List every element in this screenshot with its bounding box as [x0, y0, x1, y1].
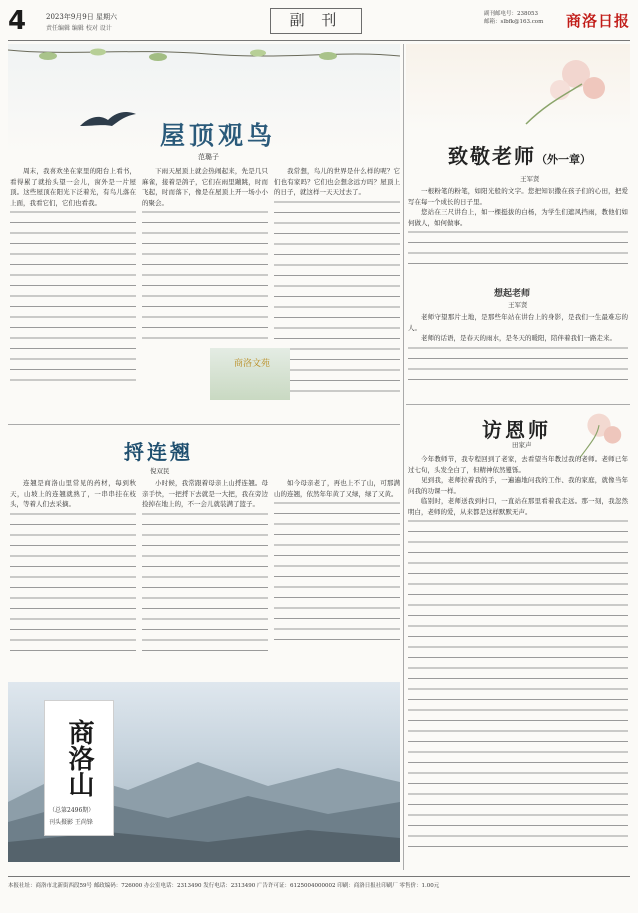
page-number: 4 — [8, 6, 27, 36]
article2-column-2 — [142, 478, 268, 676]
article2-author: 倪双民 — [150, 467, 170, 475]
section-divider — [8, 424, 400, 425]
article4-paragraph: 临别时，老师送我到村口，一直站在那里看着我走远。那一刻，我忽然明白，老师的爱，从来都是这样默默无声。 — [408, 497, 628, 516]
issue-number: （总第2496期） — [49, 807, 95, 814]
article4-paragraph: 见到我，老师拉着我的手，一遍遍地问我的工作、我的家庭，就像当年问我的功课一样。 — [408, 476, 628, 495]
masthead-name: 商洛山 — [64, 719, 94, 797]
article2-paragraph: 小时候，我常跟着母亲上山捋连翘。母亲手快，一把捋下去就是一大把，我在旁边捡掉在地上的，不一会儿就装满了篮子。 — [142, 479, 268, 508]
article3-banner — [406, 44, 630, 130]
newspaper-logo: 商洛日报 — [565, 12, 630, 30]
page-header — [8, 6, 630, 40]
article2-title: 捋连翘 — [124, 440, 193, 464]
branch-illustration — [8, 44, 400, 84]
issue-date: 2023年9月9日 星期六 — [46, 13, 117, 21]
inset-tag: 商洛文苑 — [234, 359, 271, 369]
text-filler — [10, 208, 136, 388]
article3-sub-paragraph: 老师的话语，是春天的雨水，是冬天的暖阳，陪伴着我们一路走来。 — [421, 334, 616, 342]
article4-body — [408, 454, 628, 870]
article2-paragraph: 如今母亲老了，再也上不了山，可那满山的连翘，依然年年黄了又绿，绿了又黄。 — [274, 479, 400, 498]
blossom-icon — [570, 402, 628, 460]
text-filler — [408, 344, 628, 384]
article1-paragraph: 下雨天屋顶上就会热闹起来，先是几只麻雀，接着是鸽子，它们在雨里蹦跳，时而飞起，时而落下，像是在屋顶上开一场小小的聚会。 — [142, 167, 268, 207]
article4-paragraph: 今年教师节，我专程回到了老家，去看望当年教过我的老师。老师已年过七旬，头发全白了，但精神依然矍铄。 — [408, 455, 628, 474]
article3-sub-heading: 想起老师 — [494, 289, 531, 299]
text-filler — [10, 510, 136, 660]
article4-author: 田家声 — [512, 441, 532, 449]
article3-body — [408, 186, 628, 282]
article1-column-1 — [10, 166, 136, 416]
article2-column-3 — [274, 478, 400, 676]
article3-title-main: 致敬老师 — [448, 144, 536, 168]
article1-paragraph: 我常想，鸟儿的世界是什么样的呢？它们也有家吗？它们也会想念远方吗？屋顶上的日子，就这样一天天过去了。 — [274, 167, 400, 196]
article3-sub-author: 王军贤 — [508, 301, 528, 309]
staff-credits: 责任编辑 编辑 校对 设计 — [46, 25, 112, 32]
mountain-photo — [8, 682, 400, 862]
header-rule — [8, 40, 630, 41]
article3-sub-body — [408, 312, 628, 398]
article3-title — [448, 140, 591, 169]
article2-column-1 — [10, 478, 136, 676]
article3-sub-paragraph: 老师守望那片土地，是那些年站在讲台上的身影，是我们一生最难忘的人。 — [408, 313, 628, 332]
article3-paragraph: 您站在三尺讲台上，如一棵挺拔的白杨，为学生们遮风挡雨，教他们如何做人，如何做事。 — [408, 208, 628, 227]
text-filler — [274, 198, 400, 398]
footer-rule — [8, 876, 630, 877]
article1-title: 屋顶观鸟 — [160, 121, 277, 150]
article4-title: 访恩师 — [482, 418, 551, 442]
bird-icon — [78, 104, 138, 134]
article3-paragraph: 一根粉笔的粉笔，如阳光般的文字。您把知识撒在孩子们的心田，把爱写在每一个成长的日子里。 — [408, 187, 628, 206]
article1-paragraph: 周末，我喜欢坐在家里的阳台上看书，看得累了就抬头望一会儿，窗外是一片屋顶。这些屋顶在阳光下泛着光，有鸟儿落在上面，我看它们，它们也看我。 — [10, 167, 136, 207]
page-footer: 本报社址：商洛市北新街西段59号 邮政编码：726000 办公室电话：2313490 发行电话：2313490 广告许可证：6125004000002 印刷：商洛日报社印刷厂 零售价：1.00元 — [8, 883, 440, 889]
article2-paragraph: 连翘是商洛山里常见的药材，每到秋天，山坡上的连翘就熟了，一串串挂在枝头，等着人们去采摘。 — [10, 479, 136, 508]
section-title: 副 刊 — [270, 8, 362, 34]
inset-picture — [210, 348, 290, 400]
meta-line-1: 副刊邮电号：238053 — [484, 11, 538, 17]
meta-line-2: 邮箱：slbfk@163.com — [484, 19, 544, 25]
column-divider — [403, 44, 404, 870]
text-filler — [142, 510, 268, 660]
text-filler — [274, 499, 400, 649]
article1-author: 范璐子 — [198, 153, 219, 161]
text-filler — [408, 517, 628, 847]
article1-column-3 — [274, 166, 400, 416]
photo-credit: 刊头摄影 王尚锋 — [49, 819, 93, 826]
text-filler — [142, 208, 268, 346]
article3-author: 王军贤 — [520, 175, 540, 183]
header-meta — [484, 10, 543, 26]
article1-column-2 — [142, 166, 268, 346]
article3-subtitle: （外一章） — [536, 153, 591, 166]
flower-illustration — [406, 44, 630, 130]
text-filler — [408, 228, 628, 268]
masthead-box — [44, 700, 114, 836]
